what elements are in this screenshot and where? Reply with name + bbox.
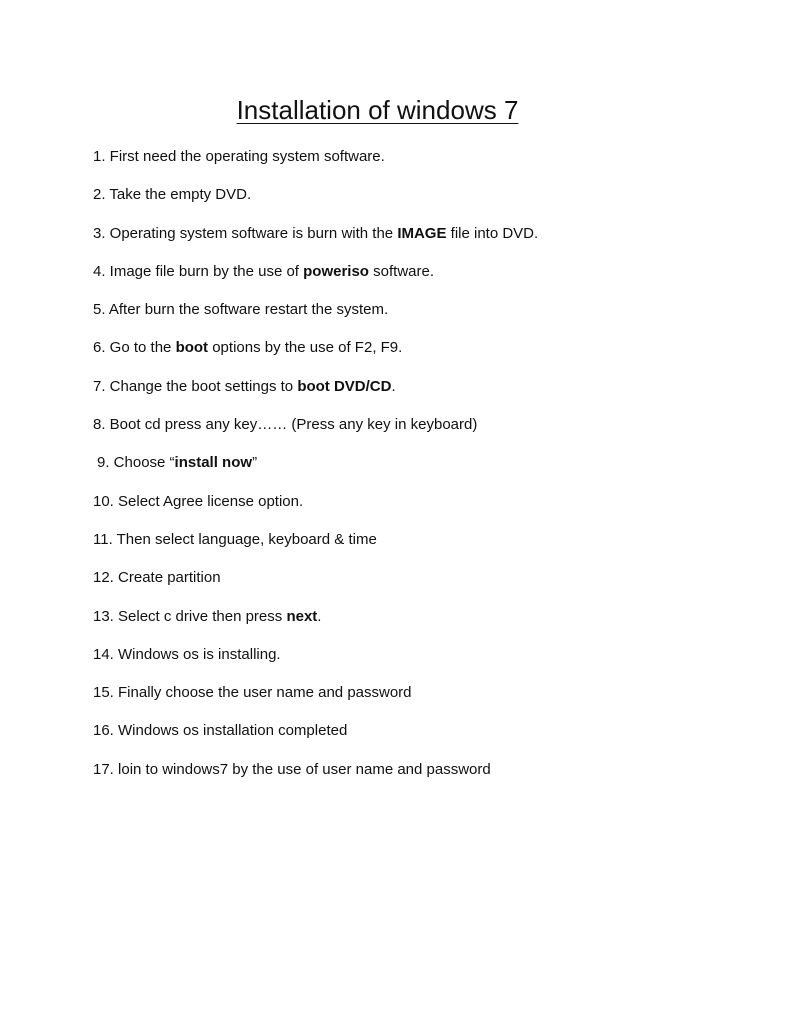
step-text: 4. Image file burn by the use of: [93, 262, 304, 280]
step-item: [93, 605, 773, 643]
step-text: 6. Go to the: [93, 339, 176, 357]
step-emphasis: install now: [174, 454, 253, 472]
step-item: [93, 490, 773, 528]
step-item: [93, 298, 773, 336]
step-text: 15. Finally choose the user name and password: [93, 684, 412, 702]
step-item: [93, 758, 773, 796]
step-text: 12. Create partition: [93, 569, 221, 587]
step-text: .: [391, 377, 396, 395]
step-item: [93, 451, 773, 489]
installation-steps-list: [93, 145, 773, 796]
step-text: software.: [368, 262, 435, 280]
step-item: [93, 566, 773, 604]
step-text: 1. First need the operating system software.: [93, 148, 385, 165]
step-item: [93, 681, 773, 719]
step-emphasis: IMAGE: [397, 224, 447, 242]
step-text: 16. Windows os installation completed: [93, 722, 348, 740]
step-text: 9. Choose “: [97, 454, 175, 472]
step-item: [93, 719, 773, 757]
step-text: 5. After burn the software restart the system.: [93, 301, 389, 319]
step-text: 17. loin to windows7 by the use of user name and password: [93, 760, 491, 778]
step-item: [93, 528, 773, 566]
step-text: 7. Change the boot settings to: [93, 377, 298, 395]
step-item: [93, 145, 773, 183]
step-item: [93, 222, 773, 260]
step-item: [93, 260, 773, 298]
step-text: 8. Boot cd press any key…… (Press any key in keyboard): [93, 416, 478, 434]
step-text: 11. Then select language, keyboard & time: [93, 530, 377, 548]
step-text: ”: [252, 454, 258, 472]
step-text: 13. Select c drive then press: [93, 607, 287, 625]
step-text: 14. Windows os is installing.: [93, 645, 281, 663]
step-emphasis: boot: [175, 339, 209, 357]
step-text: 10. Select Agree license option.: [93, 492, 304, 510]
step-item: [93, 336, 773, 374]
step-emphasis: poweriso: [303, 262, 369, 280]
step-item: [93, 183, 773, 221]
step-item: [93, 643, 773, 681]
document-title: Installation of windows 7: [236, 95, 519, 125]
step-emphasis: next: [286, 607, 318, 625]
step-text: 3. Operating system software is burn with the: [93, 224, 398, 242]
step-text: file into DVD.: [446, 224, 539, 242]
step-text: options by the use of F2, F9.: [208, 339, 403, 357]
step-emphasis: boot DVD/CD: [297, 377, 392, 395]
step-text: 2. Take the empty DVD.: [93, 186, 252, 204]
step-item: [93, 375, 773, 413]
step-text: .: [317, 607, 322, 625]
step-item: [93, 413, 773, 451]
